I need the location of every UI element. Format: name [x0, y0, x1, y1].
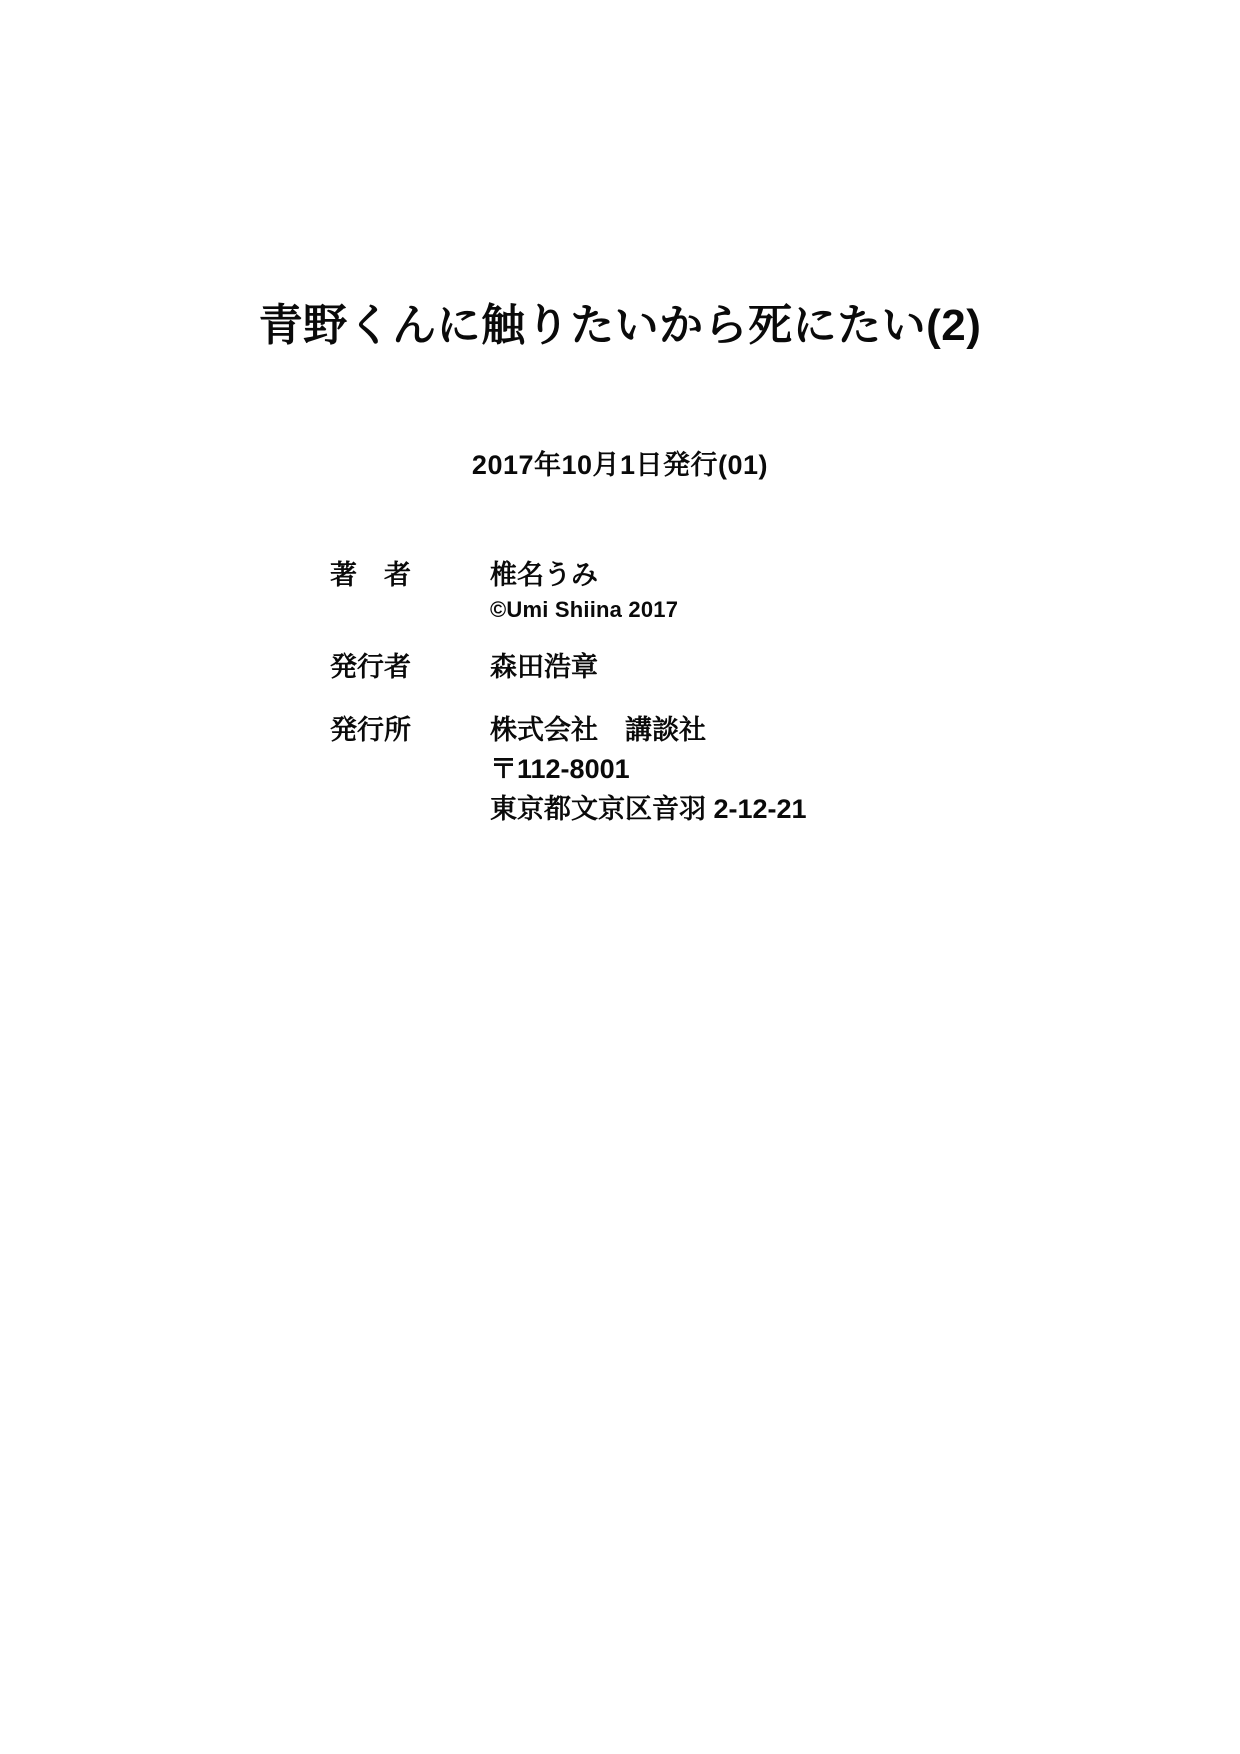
colophon-block	[0, 300, 1240, 855]
publication-date: 2017年10月1日発行(01)	[471, 449, 769, 480]
credit-label-publisher-person: 発行者	[330, 652, 411, 683]
credit-value-author: 椎名うみ	[490, 559, 598, 590]
page-title: 青野くんに触りたいから死にたい(2)	[258, 301, 982, 350]
credits-list	[0, 557, 1240, 829]
publisher-company-name: 株式会社 講談社	[490, 714, 706, 745]
credit-label-author: 著 者	[330, 559, 411, 590]
publisher-address: 東京都文京区音羽 2-12-21	[490, 794, 807, 825]
credit-row-publisher-person	[330, 649, 1240, 685]
copyright-notice: ©Umi Shiina 2017	[490, 597, 679, 623]
credit-value-publisher-person: 森田浩章	[490, 652, 598, 683]
credit-value-author-group	[490, 557, 678, 623]
credit-row-author	[330, 557, 1240, 623]
credit-label-publisher-company: 発行所	[330, 714, 411, 745]
credit-row-publisher-company	[330, 712, 1240, 829]
publisher-postal-code: 〒112-8001	[490, 754, 630, 785]
credit-value-publisher-company-group	[490, 712, 807, 829]
